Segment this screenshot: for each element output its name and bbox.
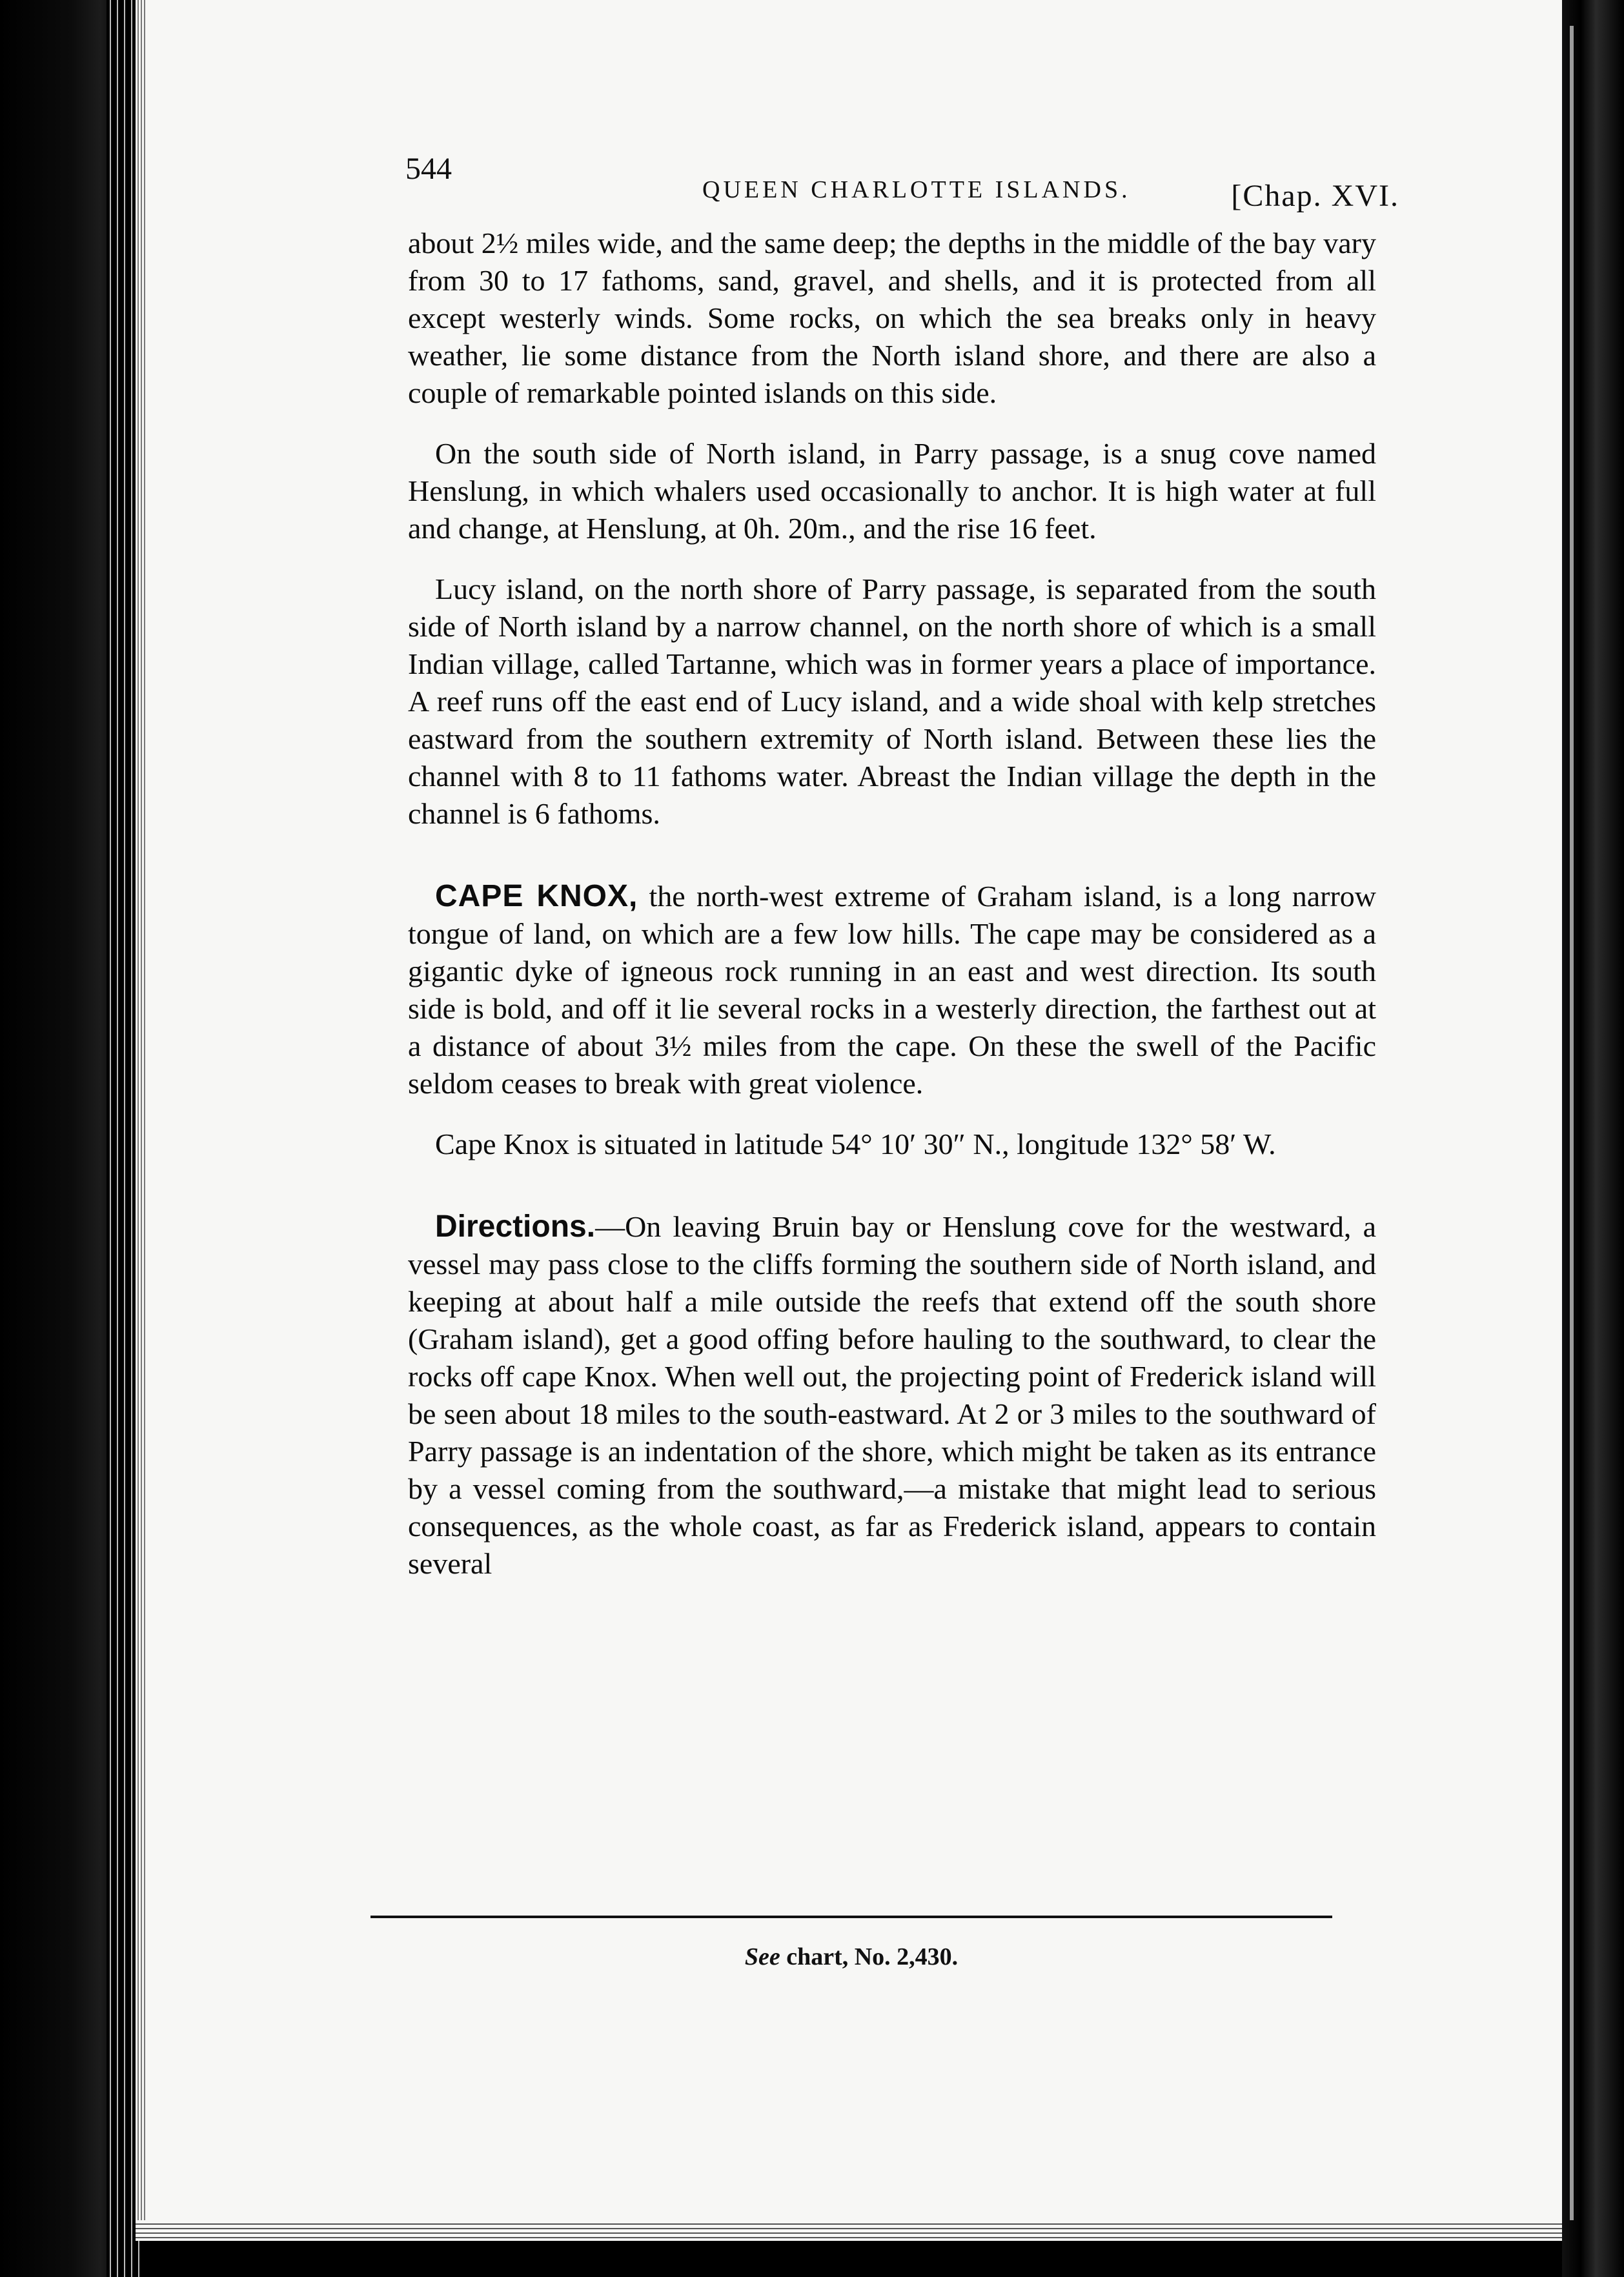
footnote [370, 1943, 1332, 1971]
paragraph-henslung-cove: On the south side of North island, in Parry passage, is a snug cove named Henslung, in which whalers used occasionally to anchor. It is high water at full and change, at Henslung, at 0h. 20m., and the rise 16 feet. [408, 437, 1376, 545]
cape-knox-text: the north-west extreme of Graham island, is a long narrow tongue of land, on which are a few low hills. The cape may be considered as a gigantic dyke of igneous rock running in an east and west direction. Its south side is bold, and off it lie several rocks in a westerly direction, the farthest out at a distance of about 3½ miles from the cape. On these the swell of the Pacific seldom ceases to break with great violence. [408, 880, 1376, 1100]
page-bottom-edge [136, 2220, 1572, 2241]
paragraph-cape-knox-position: Cape Knox is situated in latitude 54° 10′ 30″ N., longitude 132° 58′ W. [435, 1128, 1276, 1160]
footnote-chart-reference: chart, No. 2,430. [780, 1943, 959, 1970]
page-header [405, 148, 1399, 213]
body-text [408, 225, 1376, 1583]
paragraph-directions [408, 1208, 1376, 1583]
footnote-see: See [744, 1943, 780, 1970]
section-heading-cape-knox: CAPE KNOX, [435, 879, 638, 913]
page-number: 544 [405, 152, 452, 186]
chapter-reference: [Chap. XVI. [1231, 179, 1399, 213]
page-stack-edge [136, 0, 147, 2241]
directions-text: —On leaving Bruin bay or Henslung cove for the westward, a vessel may pass close to the cliffs forming the southern side of North island, and keeping at about half a mile outside the reefs that extend off the south shore (Graham island), get a good offing before hauling to the southward, to clear the rocks off cape Knox. When well out, the projecting point of Frederick island will be seen about 18 miles to the south-eastward. At 2 or 3 miles to the southward of Parry passage is an indentation of the shore, which might be taken as its entrance by a vessel coming from the southward,—a mistake that might lead to serious consequences, as the whole coast, as far as Frederick island, appears to contain several [408, 1210, 1376, 1580]
section-heading-directions: Directions. [435, 1209, 596, 1244]
footnote-rule [370, 1916, 1332, 1918]
paragraph-cape-knox [408, 878, 1376, 1102]
page-right-edge [1570, 26, 1574, 2220]
running-title: QUEEN CHARLOTTE ISLANDS. [702, 176, 1131, 203]
paragraph-lucy-island: Lucy island, on the north shore of Parry passage, is separated from the south side of North island by a narrow channel, on the north shore of which is a small Indian village, called Tartanne, which was in former years a place of importance. A reef runs off the east end of Lucy island, and a wide shoal with kelp stretches eastward from the southern extremity of North island. Between these lies the channel with 8 to 11 fathoms water. Abreast the Indian village the depth in the channel is 6 fathoms. [408, 572, 1376, 830]
paragraph-bruin-bay: about 2½ miles wide, and the same deep; the depths in the middle of the bay vary from 30 to 17 fathoms, sand, gravel, and shells, and it is protected from all except westerly winds. Some rocks, on which the sea breaks only in heavy weather, lie some distance from the North island shore, and there are also a couple of remarkable pointed islands on this side. [408, 227, 1376, 409]
